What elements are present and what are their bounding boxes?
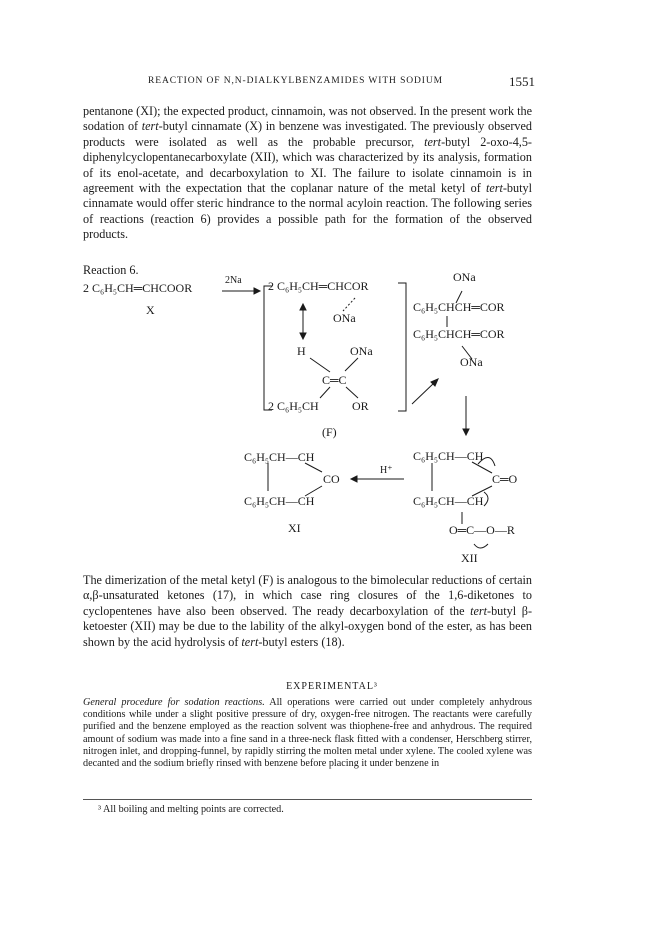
bracket-right: [398, 283, 406, 411]
xi-bond-top: [305, 463, 322, 472]
reagent-2na: 2Na: [225, 275, 242, 286]
label-xi: XI: [288, 521, 301, 535]
arrow-head-sodation: [254, 288, 260, 294]
experimental-runin-heading: General procedure for sodation reactions.: [83, 697, 265, 708]
xi-top: C₆H₅CH—CH: [244, 450, 315, 464]
bond-ona-c: [345, 358, 358, 371]
intro-tert-1: tert: [141, 119, 159, 134]
label-xii: XII: [461, 551, 478, 565]
intro-text-1: pentanone (XI); the expected product, cinnamoin, was not observed. In the present work the sodation of: [83, 104, 532, 134]
bond-h-c: [310, 358, 330, 372]
arrow-up-head: [300, 304, 306, 310]
bond-c-left: [320, 387, 330, 398]
dimer-or: OR: [352, 399, 369, 413]
discussion-text-2: -butyl β-ketoester (XII) may be due to the lability of the alkyl-oxygen bond of the ester, as has been shown by the acid hydrolysis of: [83, 603, 533, 649]
arrow-down-head: [300, 333, 306, 339]
dimer-ona: ONa: [350, 344, 373, 358]
intro-text-4: -butyl cinnamate would offer steric hindrance to the normal acyloin reaction. The following series of reactions (reaction 6) provides a possible path for the formation of the observed products.: [83, 181, 532, 242]
footnote-rule: [83, 799, 532, 800]
intro-paragraph: [83, 104, 532, 243]
xi-bottom: C₆H₅CH—CH: [244, 494, 315, 508]
experimental-heading: EXPERIMENTAL³: [286, 681, 378, 692]
experimental-body: All operations were carried out under completely anhydrous conditions while under a slight positive pressure of dry, oxygen-free nitrogen. The reactants were carefully purified and the benzene employed as the reaction solvent was thiophene-free and anhydrous. The required amount of sodium was made into a fine sand in a three-neck flask fitted with a condenser, Herschberg stirrer, nitrogen inlet, and dropping-funnel, by rapidly stirring the molten metal under xylene. The cooled xylene was decanted and the sodium briefly rinsed with benzene before placing it under benzene in: [83, 697, 532, 770]
intro-text-2: -butyl cinnamate (X) in benzene was investigated. The previously observed products were isolated as well as the probable precursor,: [83, 119, 532, 149]
xii-middle: C₆H₅CH—CH: [413, 494, 484, 508]
discussion-tert-1: tert: [470, 603, 488, 618]
xii-co: C═O: [492, 472, 518, 486]
intro-tert-2: tert: [424, 134, 442, 149]
discussion-paragraph: [83, 573, 532, 650]
product-bottom-ona: ONa: [460, 355, 483, 369]
discussion-tert-2: tert: [241, 634, 259, 649]
arrow-hplus-head: [351, 476, 357, 482]
reaction-scheme: [0, 270, 664, 570]
reactant-x: 2 C₆H₅CH═CHCOOR: [83, 281, 193, 295]
label-x: X: [146, 303, 155, 317]
curly-arrow-ester: [474, 544, 488, 548]
running-title: REACTION OF N,N-DIALKYLBENZAMIDES WITH SODIUM: [148, 76, 443, 86]
arrow-down-xii-head: [463, 429, 469, 435]
dimer-cc: C═C: [322, 373, 347, 387]
product-row-2: C₆H₅CHCH═COR: [413, 327, 505, 341]
ketyl-formula: 2 C₆H₅CH═CHCOR: [268, 279, 369, 293]
product-row-1: C₆H₅CHCH═COR: [413, 300, 505, 314]
scheme-lines: [0, 270, 664, 570]
discussion-text-1: The dimerization of the metal ketyl (F) is analogous to the bimolecular reductions of certain α,β-unsaturated ketones (17), in which case ring closures of the 1,6-diketones to cyclopentenes have also been observed. The ready decarboxylation of the: [83, 573, 532, 618]
bond-c-or: [346, 387, 358, 398]
reaction-label: Reaction 6.: [83, 263, 139, 277]
intro-tert-3: tert: [485, 181, 503, 196]
footnote: ³ All boiling and melting points are corrected.: [98, 804, 284, 815]
reagent-hplus: H⁺: [380, 465, 393, 476]
bracket-left: [264, 286, 272, 410]
intro-text-3: -butyl 2-oxo-4,5-diphenylcyclopentanecarboxylate (XII), which was characterized by its analysis, formation of its enol-acetate, and decarboxylation to XI. The failure to isolate cinnamoin is in agreement with the expectation that the coplanar nature of the metal ketyl of: [83, 134, 532, 196]
ketyl-ona: ONa: [333, 311, 356, 325]
experimental-paragraph: [83, 697, 532, 770]
xi-co: CO: [323, 472, 340, 486]
running-header: [0, 76, 664, 92]
xii-bond-top: [472, 462, 492, 473]
xii-top: C₆H₅CH—CH: [413, 449, 484, 463]
arrow-diagonal: [412, 382, 435, 404]
dimer-left: 2 C₆H₅CH: [268, 399, 319, 413]
discussion-text-3: -butyl esters (18).: [258, 634, 345, 649]
dimer-h: H: [297, 344, 306, 358]
product-top-ona: ONa: [453, 270, 476, 284]
ketyl-bond: [343, 298, 355, 311]
label-f: (F): [322, 425, 337, 439]
page-number: 1551: [509, 74, 535, 89]
xii-ester: O═C—O—R: [449, 523, 515, 537]
curly-arrow-mid: [484, 492, 488, 506]
